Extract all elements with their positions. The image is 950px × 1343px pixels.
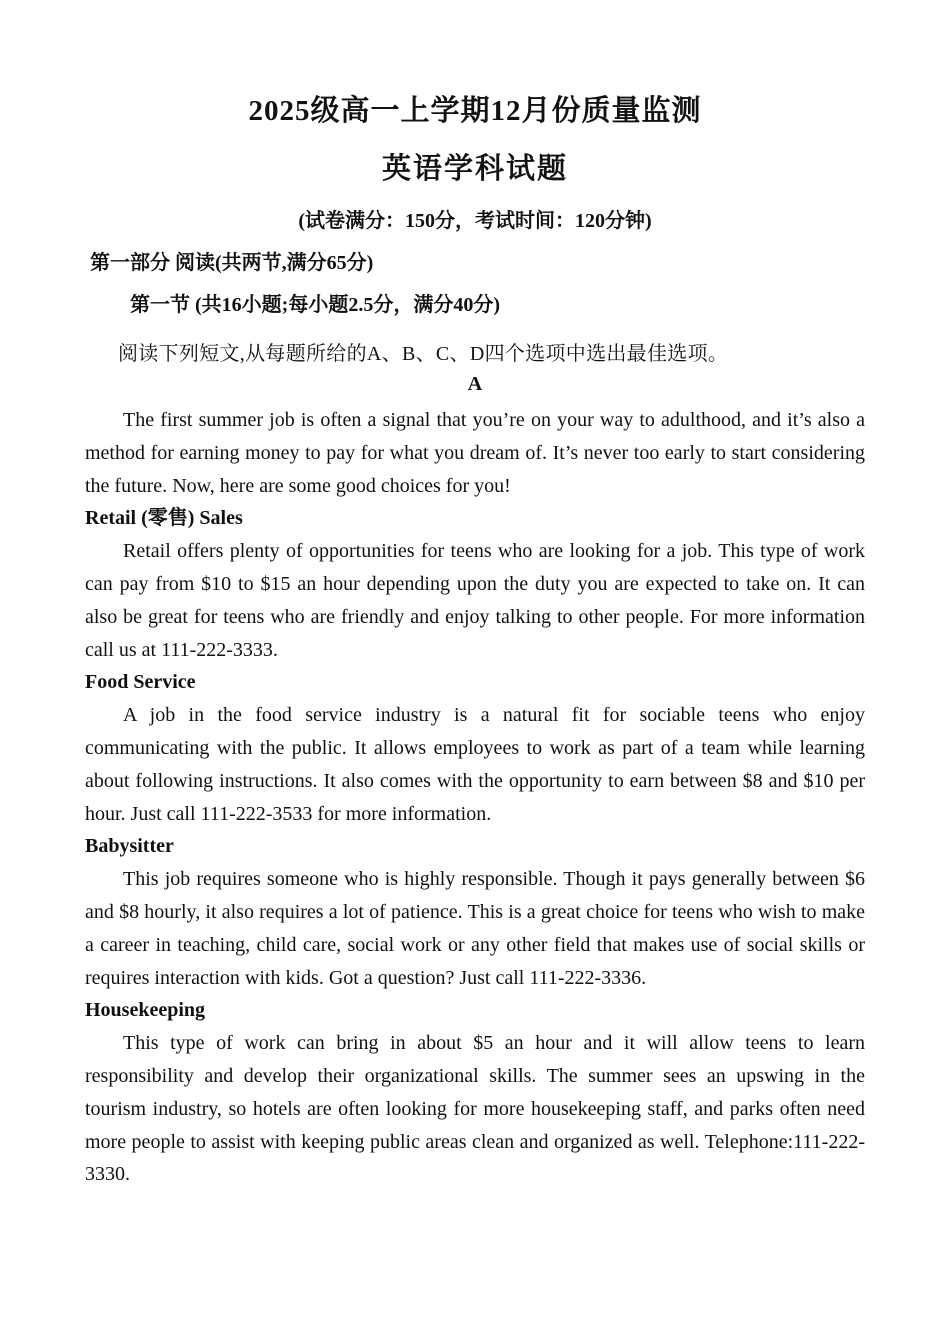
section-instruction: 阅读下列短文,从每题所给的A、B、C、D四个选项中选出最佳选项。 [118,343,729,365]
job-text-housekeeping: This type of work can bring in about $5 an hour and it will allow teens to learn responsibility and develop their organizational skills. The summer sees an upswing in the tourism industry, so hotels are often looking for more housekeeping staff, and parks often need more people to assist with keeping public areas clean and organized as well. Telephone:111-222-3330. [85,1032,865,1186]
job-title-babysitter: Babysitter [85,835,174,858]
job-title-food-service: Food Service [85,671,196,694]
exam-title: 2025级高一上学期12月份质量监测 [248,95,702,127]
passage-intro: The first summer job is often a signal that you’re on your way to adulthood, and it’s also a method for earning money to pay for what you dream of. It’s never too early to start considering the future. Now, here are some good choices for you! [85,409,865,497]
exam-info: (试卷满分：150分，考试时间：120分钟) [298,210,652,232]
job-text-retail: Retail offers plenty of opportunities for teens who are looking for a job. This type of work can pay from $10 to $15 an hour depending upon the duty you are expected to take on. It can also be great for teens who are friendly and enjoy talking to other people. For more information call us at 111-222-3333. [85,540,865,661]
subject-title: 英语学科试题 [381,153,568,185]
job-text-food-service: A job in the food service industry is a natural fit for sociable teens who enjoy communicating with the public. It allows employees to work as part of a team while learning about following instructions. It also comes with the opportunity to earn between $8 and $10 per hour. Just call 111-222-3533 for more information. [85,704,865,825]
job-title-housekeeping: Housekeeping [85,999,206,1022]
passage-letter: A [467,373,483,395]
job-title-retail: Retail (零售) Sales [85,507,243,530]
section-heading: 第一节 (共16小题;每小题2.5分，满分40分) [130,294,500,316]
job-text-babysitter: This job requires someone who is highly responsible. Though it pays generally between $6 and $8 hourly, it also requires a lot of patience. This is a great choice for teens who wish to make a career in teaching, child care, social work or any other field that makes use of social skills or requires interaction with kids. Got a question? Just call 111-222-3336. [85,868,865,989]
passage-body [85,404,865,1191]
part-heading: 第一部分 阅读(共两节,满分65分) [90,252,374,274]
